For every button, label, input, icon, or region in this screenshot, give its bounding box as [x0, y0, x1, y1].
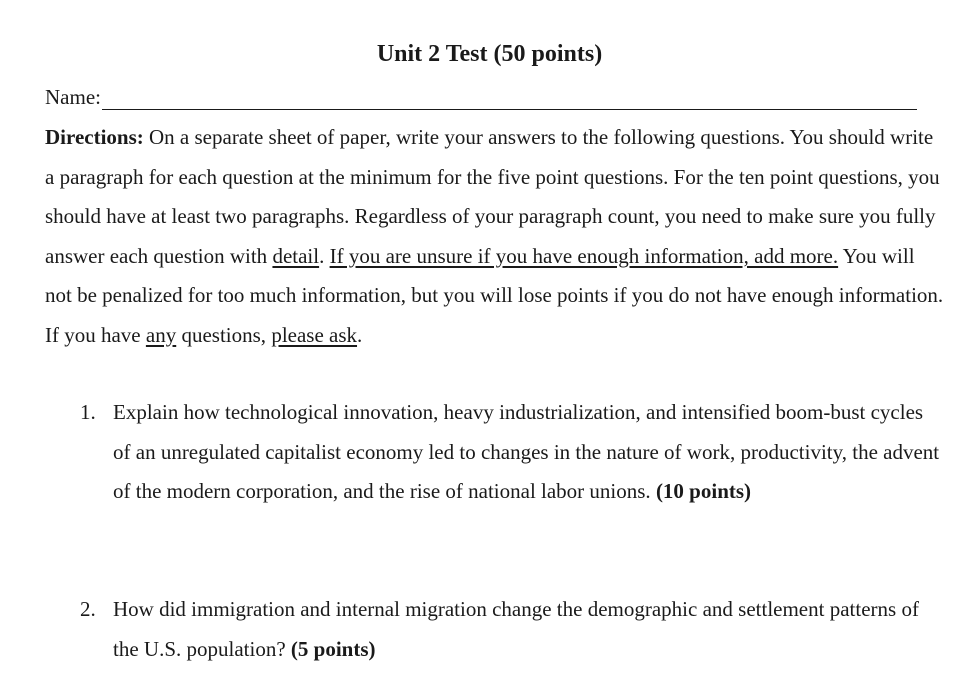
name-blank-line — [102, 87, 917, 110]
underlined-detail: detail — [272, 243, 320, 268]
question-prompt: How did immigration and internal migration change the demographic and settlement patterns of the U.S. population? — [113, 597, 919, 661]
question-prompt: Explain how technological innovation, heavy industrialization, and intensified boom-bust cycles of an unregulated capitalist economy led to changes in the nature of work, productivity, the advent of the modern corporation, and the rise of national labor unions. — [113, 400, 940, 503]
underlined-any: any — [145, 322, 177, 347]
question-number: 2. — [80, 597, 96, 621]
directions-paragraph — [45, 118, 945, 355]
directions-text: You will not be penalized for too much information, but you will lose points if you do not have enough information. If you have — [45, 243, 944, 347]
question-item — [80, 590, 940, 669]
question-points: (10 points) — [655, 479, 752, 503]
directions-text: On a separate sheet of paper, write your answers to the following questions. You should write a paragraph for each question at the minimum for the five point questions. For the ten point questions, you should have at least two paragraphs. Regardless of your paragraph count, you need to make sure you fully answer each question with — [45, 125, 940, 268]
question-item — [80, 393, 940, 512]
underlined-unsure: If you are unsure if you have enough information, add more. — [329, 243, 839, 268]
document-title: Unit 2 Test (50 points) — [376, 41, 603, 67]
question-points: (5 points) — [290, 636, 376, 661]
question-text — [113, 590, 940, 669]
directions-lead: Directions: — [45, 125, 144, 149]
name-field — [45, 84, 917, 110]
directions-text: . — [357, 322, 363, 347]
directions-text: questions, — [176, 322, 272, 347]
question-number: 1. — [80, 400, 96, 424]
underlined-please-ask: please ask — [271, 322, 358, 347]
name-label: Name: — [45, 85, 101, 109]
directions-text: . — [319, 243, 330, 268]
question-text — [113, 393, 940, 512]
